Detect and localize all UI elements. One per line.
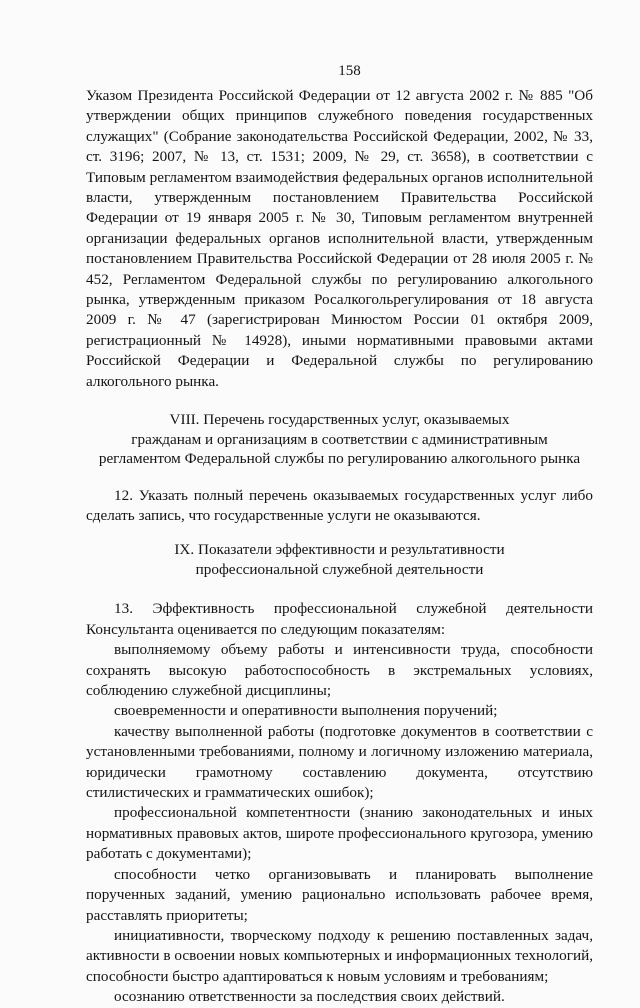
item-12-paragraph: 12. Указать полный перечень оказываемых государственных услуг либо сделать запись, что государственные услуги не оказываются. <box>86 486 593 524</box>
criterion-item: профессиональной компетентности (знанию законодательных и иных нормативных правовых актов, широте профессионального кругозора, умению работать с документами); <box>86 804 593 863</box>
section-9-heading-line: IX. Показатели эффективности и результативности <box>174 541 505 559</box>
criterion-item: способности четко организовывать и планировать выполнение порученных заданий, умению рационально использовать рабочее время, расставлять приоритеты; <box>86 865 593 924</box>
section-8-heading-line: регламентом Федеральной службы по регулированию алкогольного рынка <box>98 450 581 468</box>
item-13-paragraph: 13. Эффективность профессиональной служебной деятельности Консультанта оценивается по следующим показателям: <box>86 600 593 638</box>
section-9-heading <box>86 540 593 579</box>
section-8-heading <box>86 410 593 469</box>
section-8-heading-line: VIII. Перечень государственных услуг, оказываемых <box>169 411 510 429</box>
criterion-item: осознанию ответственности за последствия своих действий. <box>114 988 505 1006</box>
criterion-item: своевременности и оперативности выполнения поручений; <box>114 702 498 720</box>
intro-paragraph: Указом Президента Российской Федерации от 12 августа 2002 г. № 885 "Об утверждении общих принципов служебного поведения государственных служащих" (Собрание законодательства Российской Федерации, 2002, № 33, ст. 3196; 2007, № 13, ст. 1531; 2009, № 29, ст. 3658), в соответствии с Типовым регламентом взаимодействия федеральных органов исполнительной власти, утвержденным постановлением Правительства Российской Федерации от 19 января 2005 г. № 30, Типовым регламентом внутренней организации федеральных органов исполнительной власти, утвержденным постановлением Правительства Российской Федерации от 28 июля 2005 г. № 452, Регламентом Федеральной службы по регулированию алкогольного рынка, утвержденным приказом Росалкогольрегулирования от 18 августа 2009 г. № 47 (зарегистрирован Минюстом России 01 октября 2009, регистрационный № 14928), иными нормативными правовыми актами Российской Федерации и Федеральной службы по регулированию алкогольного рынка. <box>86 87 593 390</box>
section-8-heading-line: гражданам и организациям в соответствии с административным <box>131 430 548 448</box>
criterion-item: выполняемому объему работы и интенсивности труда, способности сохранять высокую работоспособность в экстремальных условиях, соблюдению служебной дисциплины; <box>86 641 593 700</box>
page-number: 158 <box>338 63 361 79</box>
criterion-item: качеству выполненной работы (подготовке документов в соответствии с установленными требованиями, полному и логичному изложению материала, юридически грамотному составлению документа, отсутствию стилистических и грамматических ошибок); <box>86 722 593 802</box>
criterion-item: инициативности, творческому подходу к решению поставленных задач, активности в освоении новых компьютерных и информационных технологий, способности быстро адаптироваться к новым условиям и требованиям; <box>86 926 593 985</box>
section-9-heading-line: профессиональной служебной деятельности <box>195 560 484 578</box>
